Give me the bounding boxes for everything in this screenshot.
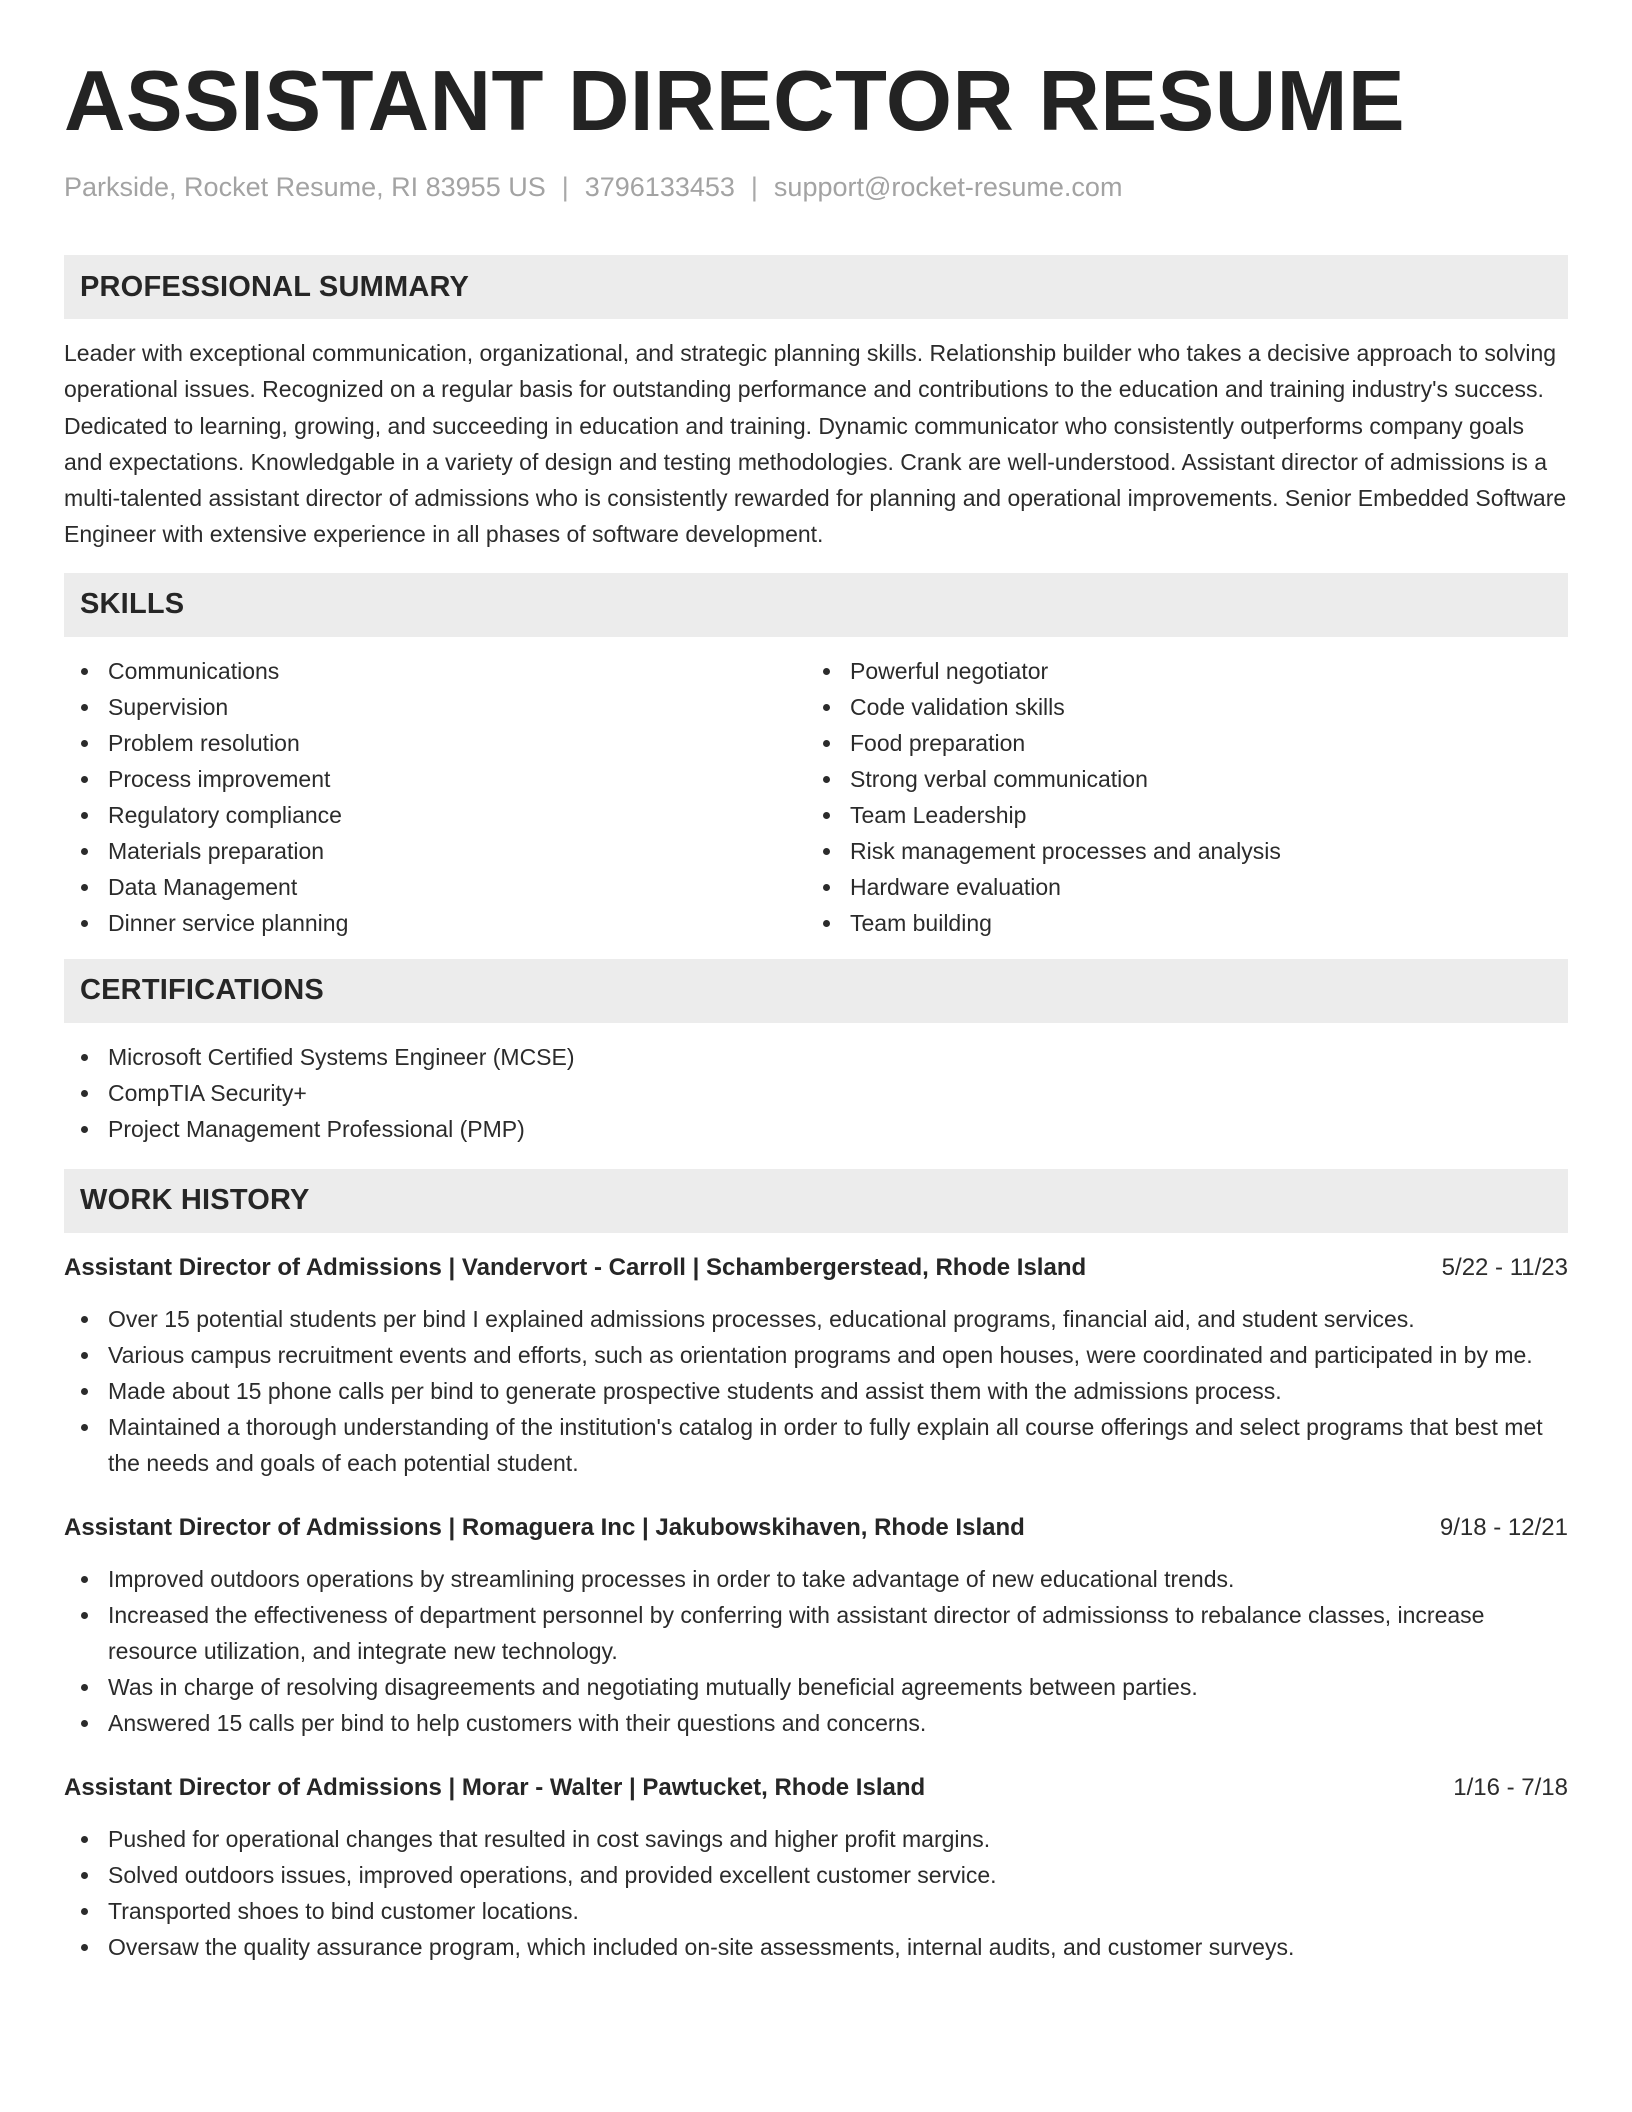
job-bullets: [64, 1561, 1568, 1741]
job-header: [64, 1771, 1568, 1805]
skill-item: Supervision: [64, 689, 806, 725]
contact-separator: |: [561, 172, 569, 202]
skills-list: [64, 653, 1568, 941]
job-entry: [64, 1511, 1568, 1741]
job-dates: 5/22 - 11/23: [1441, 1253, 1568, 1281]
job-bullet: Pushed for operational changes that resulted in cost savings and higher profit margins.: [64, 1821, 1568, 1857]
contact-address: Parkside, Rocket Resume, RI 83955 US: [64, 172, 546, 202]
certifications-list: [64, 1039, 1568, 1147]
skill-item: Risk management processes and analysis: [806, 833, 1548, 869]
job-bullet: Increased the effectiveness of department personnel by conferring with assistant director of admissionss to rebalance classes, increase resource utilization, and integrate new technology.: [64, 1597, 1568, 1669]
job-bullet: Was in charge of resolving disagreements and negotiating mutually beneficial agreements between parties.: [64, 1669, 1568, 1705]
job-header: [64, 1251, 1568, 1285]
skill-item: Problem resolution: [64, 725, 806, 761]
job-title: Assistant Director of Admissions | Morar - Walter | Pawtucket, Rhode Island: [64, 1773, 926, 1801]
skills-section-header: SKILLS: [64, 573, 1568, 637]
skill-item: Powerful negotiator: [806, 653, 1548, 689]
job-bullet: Over 15 potential students per bind I explained admissions processes, educational programs, financial aid, and student services.: [64, 1301, 1568, 1337]
skill-item: Code validation skills: [806, 689, 1548, 725]
job-bullet: Oversaw the quality assurance program, which included on-site assessments, internal audits, and customer surveys.: [64, 1929, 1568, 1965]
job-dates: 1/16 - 7/18: [1453, 1773, 1568, 1801]
contact-email: support@rocket-resume.com: [773, 172, 1123, 202]
resume-page: [64, 0, 1568, 1965]
job-dates: 9/18 - 12/21: [1439, 1513, 1568, 1541]
job-bullet: Solved outdoors issues, improved operations, and provided excellent customer service.: [64, 1857, 1568, 1893]
contact-phone: 3796133453: [584, 172, 735, 202]
skill-item: Materials preparation: [64, 833, 806, 869]
skill-item: Hardware evaluation: [806, 869, 1548, 905]
job-entry: [64, 1771, 1568, 1965]
certification-item: Project Management Professional (PMP): [64, 1111, 1568, 1147]
summary-section-header: PROFESSIONAL SUMMARY: [64, 255, 1568, 319]
skills-column-left: [64, 653, 806, 941]
job-bullet: Maintained a thorough understanding of the institution's catalog in order to fully explain all course offerings and select programs that best met the needs and goals of each potential student.: [64, 1409, 1568, 1481]
contact-separator: |: [750, 172, 758, 202]
skill-item: Data Management: [64, 869, 806, 905]
job-bullets: [64, 1301, 1568, 1481]
job-bullet: Improved outdoors operations by streamlining processes in order to take advantage of new educational trends.: [64, 1561, 1568, 1597]
job-header: [64, 1511, 1568, 1545]
certification-item: CompTIA Security+: [64, 1075, 1568, 1111]
job-bullet: Answered 15 calls per bind to help customers with their questions and concerns.: [64, 1705, 1568, 1741]
skill-item: Communications: [64, 653, 806, 689]
skill-item: Team Leadership: [806, 797, 1548, 833]
job-title: Assistant Director of Admissions | Vandervort - Carroll | Schambergerstead, Rhode Island: [64, 1253, 1087, 1281]
job-bullet: Transported shoes to bind customer locations.: [64, 1893, 1568, 1929]
skill-item: Food preparation: [806, 725, 1548, 761]
job-bullet: Made about 15 phone calls per bind to generate prospective students and assist them with the admissions process.: [64, 1373, 1568, 1409]
contact-line: [64, 170, 1568, 204]
skill-item: Strong verbal communication: [806, 761, 1548, 797]
certification-item: Microsoft Certified Systems Engineer (MCSE): [64, 1039, 1568, 1075]
resume-title: ASSISTANT DIRECTOR RESUME: [64, 54, 1406, 149]
skill-item: Process improvement: [64, 761, 806, 797]
job-title: Assistant Director of Admissions | Romaguera Inc | Jakubowskihaven, Rhode Island: [64, 1513, 1025, 1541]
skills-column-right: [806, 653, 1548, 941]
summary-text: Leader with exceptional communication, organizational, and strategic planning skills. Relationship builder who takes a decisive approach to solving operational issues. Recognized on a regular basis for outstanding performance and contributions to the education and training industry's success. Dedicated to learning, growing, and succeeding in education and training. Dynamic communicator who consistently outperforms company goals and expectations. Knowledgable in a variety of design and testing methodologies. Crank are well-understood. Assistant director of admissions is a multi-talented assistant director of admissions who is consistently rewarded for planning and operational improvements. Senior Embedded Software Engineer with extensive experience in all phases of software development.: [64, 340, 1567, 548]
skill-item: Team building: [806, 905, 1548, 941]
job-bullet: Various campus recruitment events and efforts, such as orientation programs and open houses, were coordinated and participated in by me.: [64, 1337, 1568, 1373]
job-bullets: [64, 1821, 1568, 1965]
skill-item: Dinner service planning: [64, 905, 806, 941]
work-history-section-header: WORK HISTORY: [64, 1169, 1568, 1233]
skill-item: Regulatory compliance: [64, 797, 806, 833]
certifications-section-header: CERTIFICATIONS: [64, 959, 1568, 1023]
job-entry: [64, 1251, 1568, 1481]
